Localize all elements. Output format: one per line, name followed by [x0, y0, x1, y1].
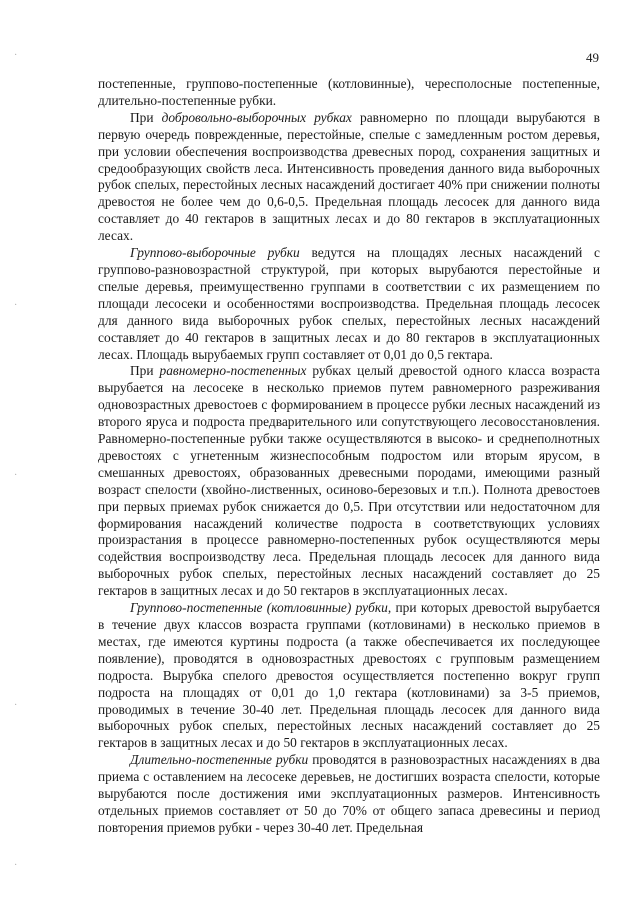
paragraph-text: постепенные, группово-постепенные (котловинные), чересполосные постепенные, длительно-постепенные рубки. [98, 76, 600, 108]
paragraph [98, 76, 600, 110]
margin-mark: · [14, 300, 18, 311]
term-italic: добровольно-выборочных рубках [161, 109, 352, 125]
paragraph-text: , при которых древостой вырубается в течение двух классов возраста группами (котловинами) в несколько приемов в местах, где имеются куртины подроста (а также обеспечивается их последующее появление), проводятся в одновозрастных древостоях с групповым размещением подроста. Вырубка спелого древостоя осуществляется постепенно вокруг групп подроста на площадях от 0,01 до 1,0 гектара (котловинами) за 3-5 приемов, проводимых в течение 30-40 лет. Предельная площадь лесосек для данного вида выборочных рубок спелых, перестойных лесных насаждений составляет до 25 гектаров в защитных лесах и до 50 гектаров в эксплуатационных лесах. [98, 600, 600, 751]
paragraph-text: ведутся на площадях лесных насаждений с группово-разновозрастной структурой, при которых вырубаются перестойные и спелые деревья, преимущественно группами в соответствии с их размещением по площади лесосеки и особенностями воспроизводства. Предельная площадь лесосек для данного вида выборочных рубок спелых, перестойных лесных насаждений составляет до 40 гектаров в защитных лесах и до 80 гектаров в эксплуатационных лесах. Площадь вырубаемых групп составляет от 0,01 до 0,5 гектара. [98, 245, 601, 362]
term-italic: Группово-постепенные (котловинные) рубки [130, 600, 388, 616]
margin-mark: · [14, 860, 18, 871]
margin-mark: · [14, 700, 18, 711]
paragraph [98, 245, 600, 363]
body-text [98, 76, 600, 837]
paragraph [98, 363, 600, 600]
paragraph-text: проводятся в разновозрастных насаждениях в два приема с оставлением на лесосеке деревьев, не достигших возраста спелости, которые вырубаются после достижения ими эксплуатационных размеров. Интенсивность отдельных приемов составляет от 50 до 70% от общего запаса древесины и период повторения приемов рубки - через 30-40 лет. Предельная [98, 752, 601, 835]
paragraph [98, 110, 600, 245]
margin-mark: · [14, 470, 18, 481]
margin-mark: · [14, 50, 18, 61]
term-italic: равномерно-постепенных [159, 363, 307, 379]
page-number: 49 [586, 50, 599, 65]
paragraph-text: При [130, 363, 160, 379]
term-italic: Группово-выборочные рубки [130, 245, 300, 261]
paragraph-text: рубках целый древостой одного класса возраста вырубается на лесосеке в несколько приемов путем равномерного разреживания одновозрастных древостоев с формированием в процессе рубки лесных насаждений из второго яруса и подроста предварительного или сопутствующего лесовосстановления. Равномерно-постепенные рубки также осуществляются в высоко- и среднеполнотных древостоях с угнетенным жизнеспособным подростом или вторым ярусом, в смешанных древостоях, образованных древесными породами, имеющими разный возраст спелости (хвойно-лиственных, осиново-березовых и т.п.). Полнота древостоев при первых приемах рубок снижается до 0,5. При отсутствии или недостаточном для формирования насаждений количестве подроста в соответствующих условиях произрастания в процессе равномерно-постепенных рубок осуществляются меры содействия воспроизводству леса. Предельная площадь лесосек для данного вида выборочных рубок спелых, перестойных лесных насаждений составляет до 25 гектаров в защитных лесах и до 50 гектаров в эксплуатационных лесах. [98, 363, 600, 599]
term-italic: Длительно-постепенные рубки [130, 752, 309, 768]
paragraph [98, 600, 600, 752]
paragraph-text: равномерно по площади вырубаются в первую очередь поврежденные, перестойные, спелые с замедленным ростом деревья, при условии обеспечения воспроизводства древесных пород, сохранения защитных и средообразующих свойств леса. Интенсивность проведения данного вида выборочных рубок спелых, перестойных лесных насаждений достигает 40% при снижении полноты древостоя не более чем до 0,6-0,5. Предельная площадь лесосек для данного вида составляет до 40 гектаров в защитных лесах и до 80 гектаров в эксплуатационных лесах. [98, 109, 600, 244]
paragraph-text: При [130, 109, 162, 125]
paragraph [98, 752, 600, 837]
